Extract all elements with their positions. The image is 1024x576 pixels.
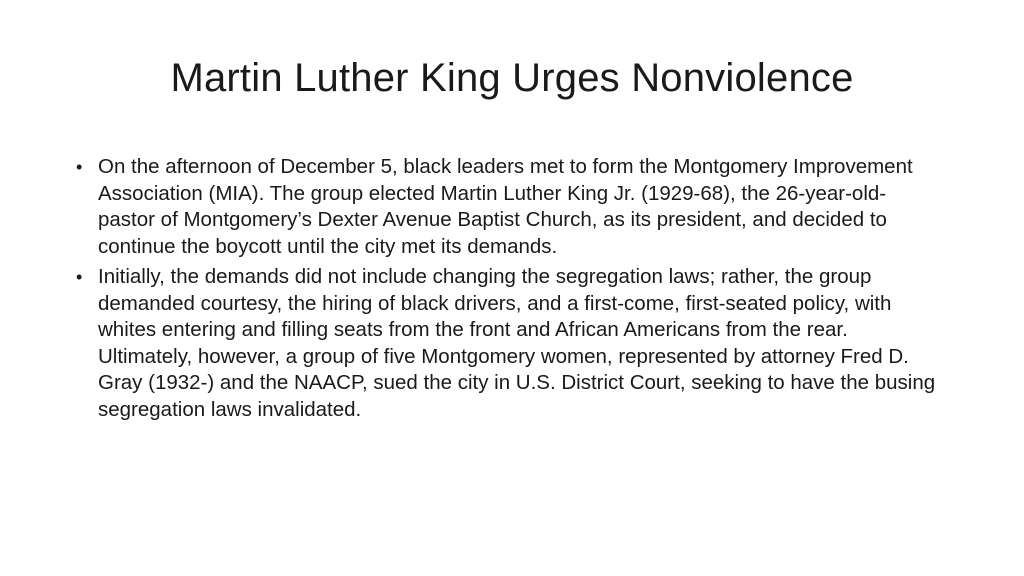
- bullet-dot-icon: •: [76, 157, 83, 177]
- bullet-list: [72, 154, 940, 427]
- slide-title: Martin Luther King Urges Nonviolence: [170, 56, 854, 100]
- bullet-text: On the afternoon of December 5, black leaders met to form the Montgomery Improvement Association (MIA). The group elected Martin Luther King Jr. (1929-68), the 26-year-old-pastor of Montgomery’s Dexter Avenue Baptist Church, as its president, and decided to continue the boycott until the city met its demands.: [98, 155, 913, 258]
- bullet-dot-icon: •: [76, 267, 83, 287]
- bullet-item: [72, 154, 940, 260]
- bullet-text: Initially, the demands did not include changing the segregation laws; rather, the group demanded courtesy, the hiring of black drivers, and a first-come, first-seated policy, with whites entering and filling seats from the front and African Americans from the rear. Ultimately, however, a group of five Montgomery women, represented by attorney Fred D. Gray (1932-) and the NAACP, sued the city in U.S. District Court, seeking to have the busing segregation laws invalidated.: [98, 265, 936, 421]
- bullet-item: [72, 264, 940, 423]
